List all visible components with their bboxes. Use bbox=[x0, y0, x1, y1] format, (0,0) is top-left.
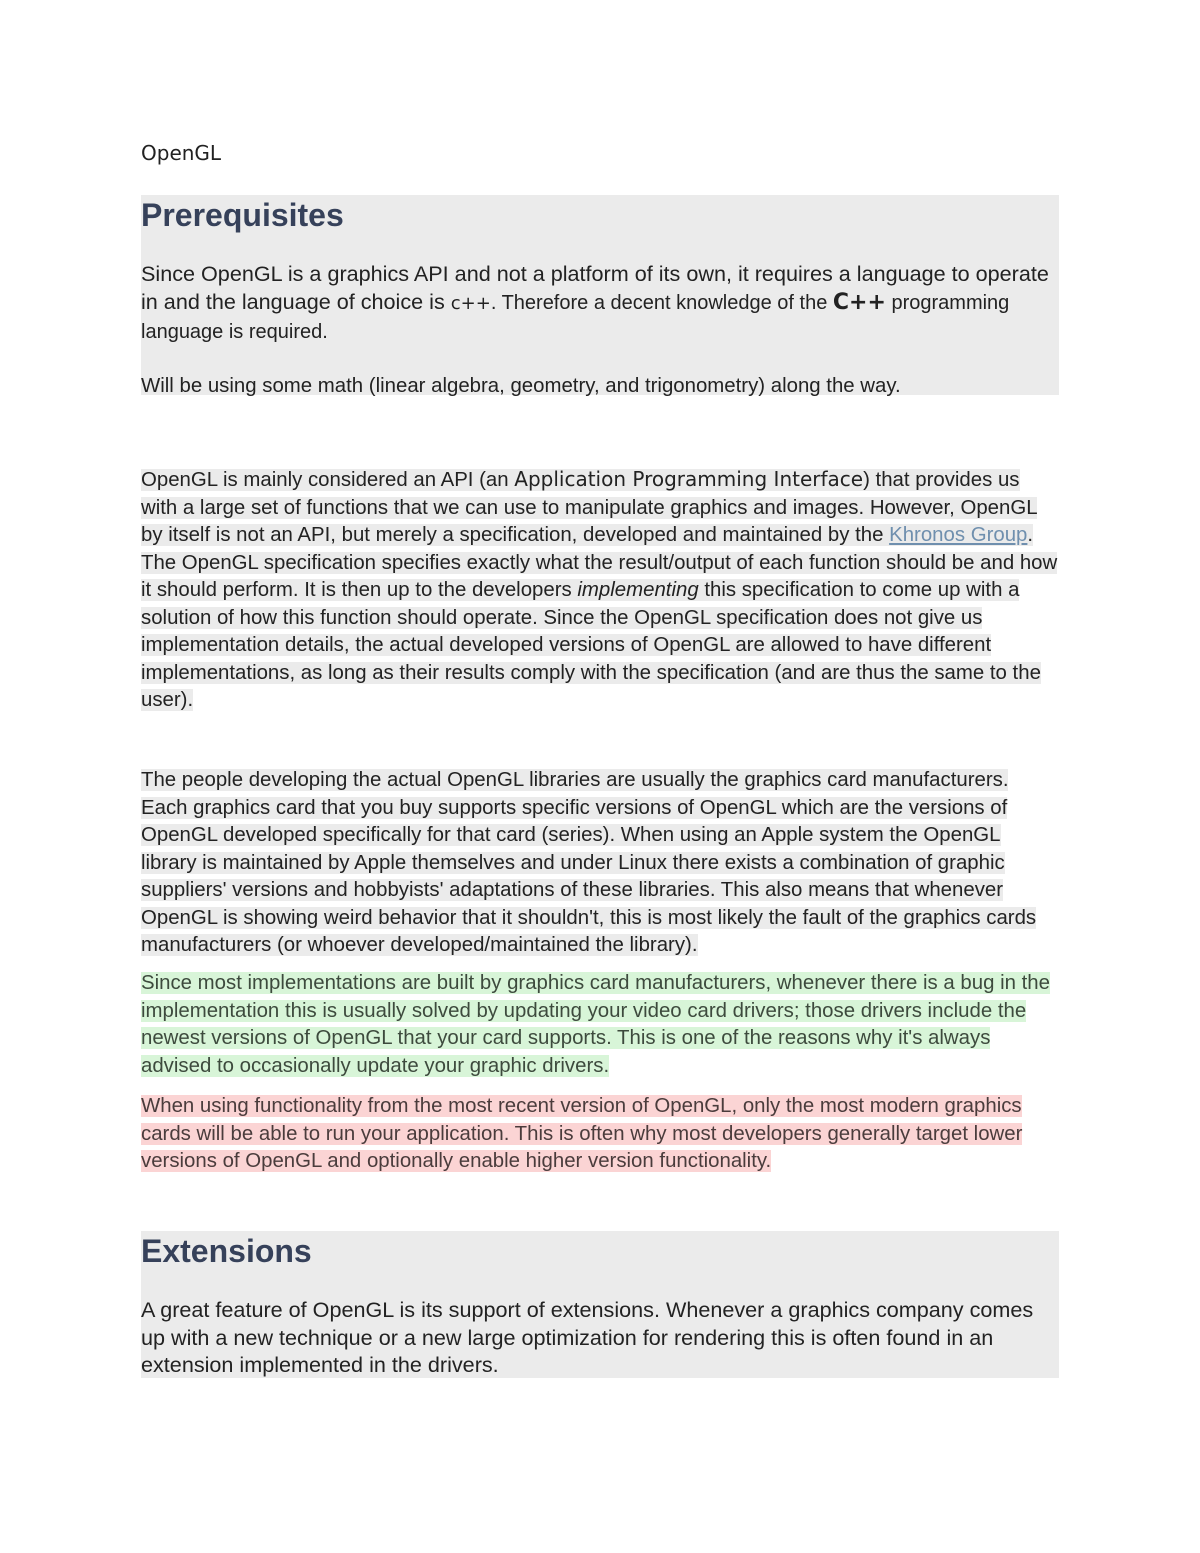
green-note-text: Since most implementations are built by graphics card manufacturers, whenever there is a bug in the implementation this is usually solved by updating your video card drivers; those drivers include the newest versions of OpenGL that your card supports. This is one of the reasons why it's always advised to occasionally update your graphic drivers. bbox=[141, 972, 1050, 1077]
green-note-paragraph bbox=[141, 970, 1059, 1080]
extensions-paragraph: A great feature of OpenGL is its support of extensions. Whenever a graphics company comes up with a new technique or a new large optimization for rendering this is often found in an extension implemented in the drivers. bbox=[141, 1297, 1034, 1377]
libraries-text: The people developing the actual OpenGL libraries are usually the graphics card manufacturers. Each graphics card that you buy supports specific versions of OpenGL which are the versions of OpenGL developed specifically for that card (series). When using an Apple system the OpenGL library is maintained by Apple themselves and under Linux there exists a combination of graphic suppliers' versions and hobbyists' adaptations of these libraries. This also means that whenever OpenGL is showing weird behavior that it shouldn't, this is most likely the fault of the graphics cards manufacturers (or whoever developed/maintained the library). bbox=[141, 769, 1037, 956]
intro-paragraph bbox=[141, 466, 1059, 715]
prerequisites-heading: Prerequisites bbox=[141, 197, 344, 233]
cpp-inline-large: C++ bbox=[832, 289, 886, 315]
intro-text-1: OpenGL is mainly considered an API (an bbox=[141, 469, 515, 491]
document-title: OpenGL bbox=[141, 141, 222, 165]
intro-text-4: this specification to come up with a solution of how this function should operate. Since the OpenGL specification does not give us implementation details, the actual developed versions of OpenGL are allowed to have different implementations, as long as their results comply with the specification (and are thus the same to the user). bbox=[141, 579, 1041, 711]
prerequisites-paragraph bbox=[141, 260, 1059, 347]
red-note-text: When using functionality from the most recent version of OpenGL, only the most modern graphics cards will be able to run your application. This is often why most developers generally target lower versions of OpenGL and optionally enable higher version functionality. bbox=[141, 1095, 1023, 1172]
libraries-section bbox=[141, 767, 1059, 960]
khronos-group-link[interactable]: Khronos Group bbox=[889, 524, 1028, 546]
libraries-paragraph bbox=[141, 767, 1059, 960]
math-paragraph: Will be using some math (linear algebra, geometry, and trigonometry) along the way. bbox=[141, 374, 901, 397]
implementing-emphasis: implementing bbox=[577, 579, 699, 601]
prerequisites-text-2: . Therefore a decent knowledge of the bbox=[490, 291, 833, 314]
prerequisites-section bbox=[141, 195, 1059, 395]
intro-section bbox=[141, 466, 1059, 715]
prerequisites-text-1: Since OpenGL is a graphics API and not a platform of its own, it requires a language to operate in and the language of choice is bbox=[141, 261, 1049, 314]
intro-text-2: ) that provides us with a large set of functions that we can use to manipulate graphics and images. However, OpenGL by itself is not an API, but merely a specification, developed and maintained by the bbox=[141, 469, 1037, 546]
extensions-section bbox=[141, 1231, 1059, 1378]
red-note-section bbox=[141, 1093, 1059, 1176]
cpp-inline-small: c++ bbox=[450, 292, 491, 314]
extensions-heading: Extensions bbox=[141, 1233, 312, 1269]
intro-text-3: . The OpenGL specification specifies exactly what the result/output of each function should be and how it should perform. It is then up to the developers bbox=[141, 524, 1058, 601]
prerequisites-text-3: programming language is required. bbox=[141, 291, 1010, 343]
api-term: Application Programming Interface bbox=[514, 467, 864, 491]
green-note-section bbox=[141, 970, 1059, 1080]
red-note-paragraph bbox=[141, 1093, 1059, 1176]
